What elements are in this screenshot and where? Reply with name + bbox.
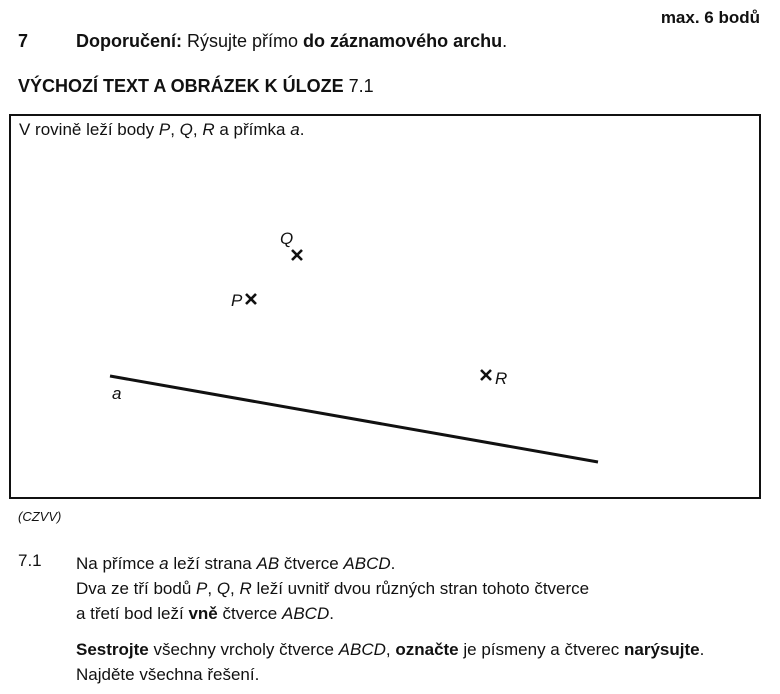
question-line-5: Najděte všechna řešení. — [76, 665, 260, 684]
text-part: Dva ze tří bodů — [76, 579, 197, 598]
point-q-cross — [292, 250, 302, 260]
task-recommendation — [76, 31, 507, 52]
line-a — [110, 376, 598, 462]
text-part: . — [699, 640, 705, 659]
question-body — [76, 551, 704, 687]
intro-part: a přímka — [214, 120, 291, 139]
square-ref: ABCD — [282, 604, 330, 623]
intro-point-q: Q — [179, 120, 193, 139]
recommendation-bold: do záznamového archu — [303, 31, 503, 51]
question-line-2 — [76, 576, 704, 601]
text-part: leží strana — [168, 554, 257, 573]
figure-box — [9, 114, 761, 499]
intro-point-p: P — [158, 120, 171, 139]
section-heading-text: VÝCHOZÍ TEXT A OBRÁZEK K ÚLOZE — [18, 76, 344, 96]
point-r-label: R — [495, 369, 508, 388]
text-part: čtverce — [217, 604, 282, 623]
question-line-3 — [76, 601, 704, 626]
text-part: . — [390, 554, 396, 573]
label-emphasis: označte — [395, 640, 459, 659]
text-part: , — [385, 640, 396, 659]
question-line-4 — [76, 637, 704, 662]
point-p-label: P — [231, 291, 243, 310]
line-a-ref: a — [159, 554, 169, 573]
side-ab-ref: AB — [256, 554, 280, 573]
section-heading-number: 7.1 — [343, 76, 374, 96]
outside-emphasis: vně — [188, 604, 218, 623]
task-number: 7 — [18, 31, 29, 51]
intro-part: , — [170, 120, 180, 139]
text-part: čtverce — [279, 554, 344, 573]
square-ref: ABCD — [343, 554, 391, 573]
recommendation-text: Rýsujte přímo — [182, 31, 304, 51]
text-part: leží uvnitř dvou různých stran tohoto čtverce — [251, 579, 590, 598]
text-part: je písmeny a čtverec — [458, 640, 624, 659]
draw-emphasis: narýsujte — [623, 640, 700, 659]
point-p-ref: P — [196, 579, 208, 598]
recommendation-label: Doporučení: — [76, 31, 182, 51]
line-a-label: a — [112, 384, 122, 403]
question-line-1 — [76, 551, 704, 576]
max-points: max. 6 bodů — [660, 8, 760, 27]
intro-part: . — [299, 120, 305, 139]
intro-part: , — [192, 120, 203, 139]
point-r-ref: R — [239, 579, 252, 598]
section-heading — [18, 76, 374, 97]
point-q-label: Q — [280, 229, 294, 248]
figure-source: (CZVV) — [18, 509, 62, 524]
text-part: všechny vrcholy čtverce — [148, 640, 339, 659]
point-r-cross — [481, 370, 491, 380]
text-part: Na přímce — [76, 554, 160, 573]
text-part: , — [230, 579, 240, 598]
text-part: . — [329, 604, 334, 623]
intro-point-r: R — [202, 120, 215, 139]
square-ref: ABCD — [338, 640, 386, 659]
geometry-figure — [11, 116, 759, 497]
point-p-cross — [246, 294, 256, 304]
construct-emphasis: Sestrojte — [76, 640, 149, 659]
point-q-ref: Q — [216, 579, 231, 598]
recommendation-end: . — [502, 31, 508, 51]
intro-line-a: a — [290, 120, 300, 139]
intro-part: V rovině leží body — [19, 120, 159, 139]
text-part: a třetí bod leží — [76, 604, 189, 623]
text-part: , — [207, 579, 217, 598]
question-number: 7.1 — [18, 551, 42, 570]
